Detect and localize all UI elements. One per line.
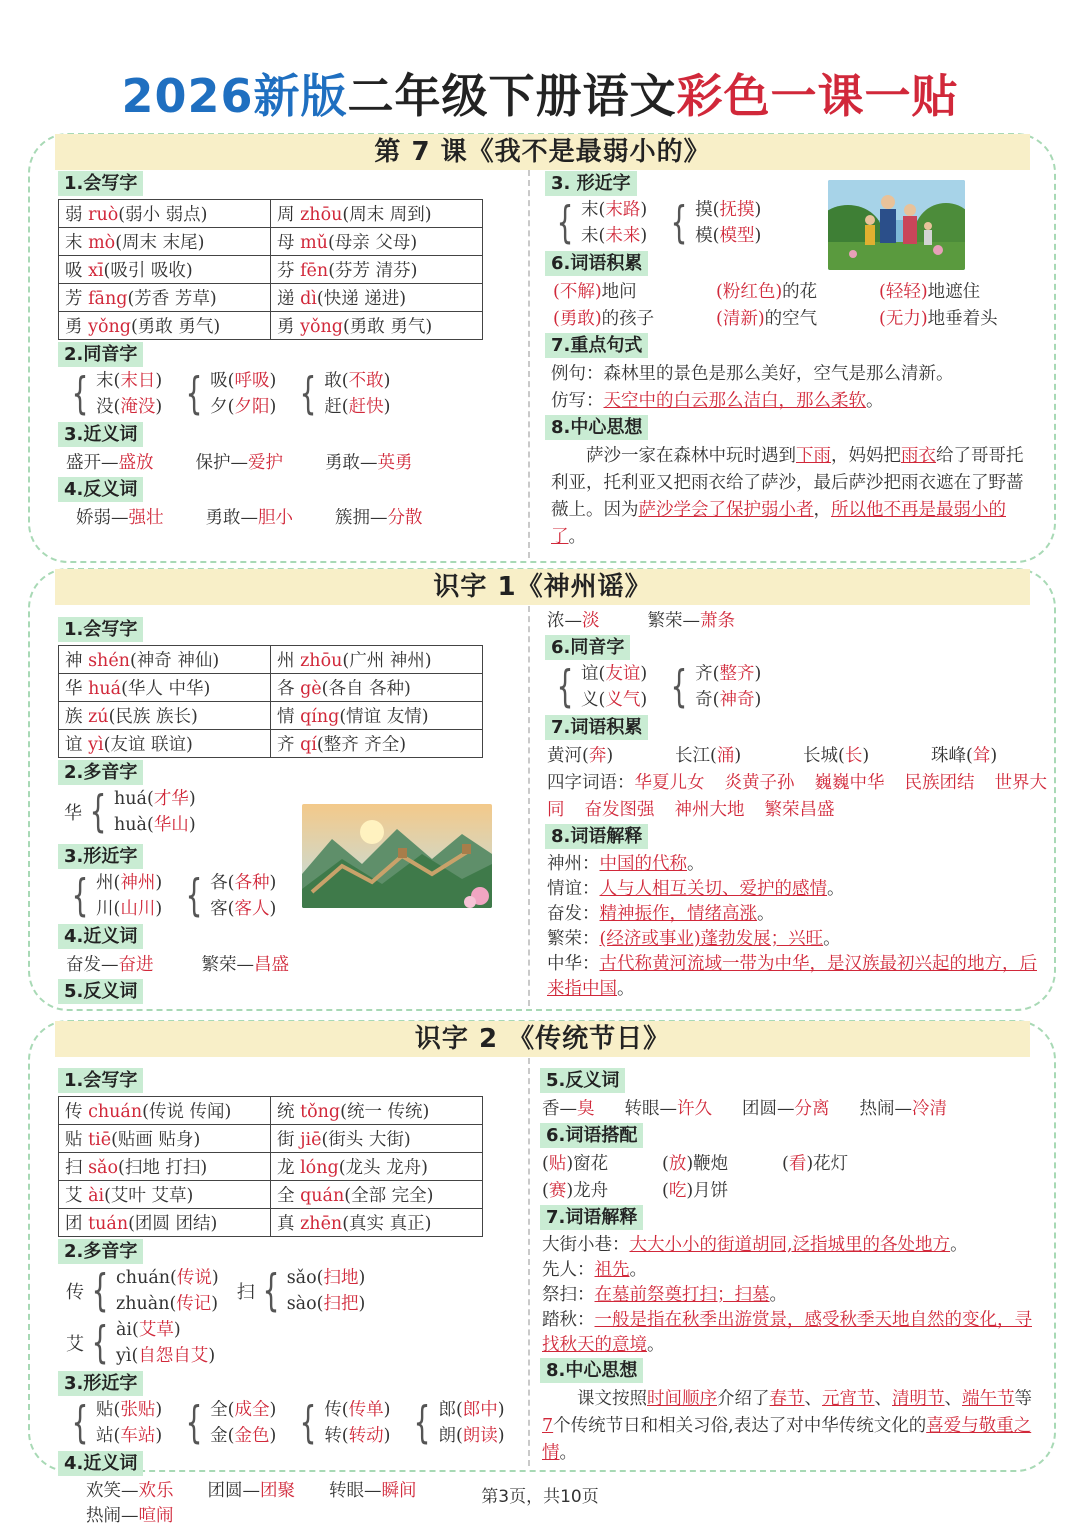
table-cell: 吸 xī(吸引 吸收) bbox=[59, 256, 271, 284]
table-cell: 周 zhōu(周末 周到) bbox=[271, 200, 483, 228]
section-label: 2.同音字 bbox=[58, 342, 143, 367]
brace-icon: { bbox=[89, 786, 107, 837]
word-collocation bbox=[540, 1151, 1020, 1205]
brace-icon: { bbox=[670, 661, 688, 712]
table-row bbox=[59, 702, 483, 730]
polyphone-group: 扫 { sǎo(扫地) sào(扫把) bbox=[236, 1265, 366, 1316]
collocation-item: (吃)月饼 bbox=[662, 1181, 729, 1201]
definition-item: 神州：中国的代称。 bbox=[547, 854, 705, 874]
section-label: 7.词语积累 bbox=[545, 715, 648, 740]
divider bbox=[528, 1058, 530, 1466]
table-cell: 团 tuán(团圆 团结) bbox=[59, 1209, 271, 1237]
antonym-row: 浓—淡 繁荣—萧条 bbox=[547, 611, 735, 631]
synonym-pair: 团圆—团聚 bbox=[207, 1481, 295, 1501]
lesson7-title-bar: 第 7 课《我不是最弱小的》 bbox=[55, 134, 1030, 170]
table-row bbox=[59, 200, 483, 228]
brace-group: { 贴(张贴) 站(车站) bbox=[71, 1397, 163, 1448]
table-cell: 递 dì(快递 递进) bbox=[271, 284, 483, 312]
section-label: 1.会写字 bbox=[58, 617, 143, 642]
brace-group: { 末(末日) 没(淹没) bbox=[71, 368, 163, 419]
shizi2-left bbox=[58, 1068, 523, 1527]
table-row bbox=[59, 674, 483, 702]
table-row bbox=[59, 312, 483, 340]
word-accumulation bbox=[545, 279, 1040, 333]
polyphone-groups bbox=[66, 1265, 523, 1369]
section-label: 2.多音字 bbox=[58, 760, 143, 785]
similar-char-groups bbox=[551, 197, 1040, 251]
central-idea: 萨沙一家在森林中玩时遇到下雨，妈妈把雨衣给了哥哥托利亚，托利亚又把雨衣给了萨沙，最后萨沙把雨衣遮在了野蔷薇上。因为萨沙学会了保护弱小者，所以他不再是最弱小的了。 bbox=[551, 446, 1024, 547]
shizi1-title-bar: 识字 1《神州谣》 bbox=[55, 569, 1030, 605]
section-label: 7.重点句式 bbox=[545, 333, 648, 358]
brace-icon: { bbox=[71, 870, 89, 921]
table-cell: 勇 yǒng(勇敢 勇气) bbox=[271, 312, 483, 340]
brace-icon: { bbox=[414, 1397, 431, 1448]
four-char-word: 世界大同 bbox=[547, 773, 1047, 820]
table-cell: 弱 ruò(弱小 弱点) bbox=[59, 200, 271, 228]
brace-group: { 传(传单) 转(转动) bbox=[299, 1397, 391, 1448]
definition-item: 奋发：精神振作，情绪高涨。 bbox=[547, 904, 775, 924]
four-char-word: 奋发图强 bbox=[584, 800, 655, 820]
table-cell: 芳 fāng(芳香 芳草) bbox=[59, 284, 271, 312]
example-sentence: 例句：森林里的景色是那么美好，空气是那么清新。 bbox=[551, 364, 954, 384]
synonym-pair: 欢笑—欢乐 bbox=[86, 1481, 174, 1501]
table-cell: 贴 tiē(贴画 贴身) bbox=[59, 1125, 271, 1153]
table-cell: 真 zhēn(真实 真正) bbox=[271, 1209, 483, 1237]
divider bbox=[528, 606, 530, 1006]
lesson7-right bbox=[545, 171, 1040, 551]
antonym-row: 娇弱—强壮 勇敢—胆小 簇拥—分散 bbox=[76, 508, 423, 528]
synonym-row: 盛开—盛放 保护—爱护 勇敢—英勇 bbox=[66, 453, 413, 473]
table-row bbox=[59, 284, 483, 312]
section-label: 4.反义词 bbox=[58, 477, 143, 502]
table-cell: 全 quán(全部 完全) bbox=[271, 1181, 483, 1209]
table-cell: 扫 sǎo(扫地 打扫) bbox=[59, 1153, 271, 1181]
four-char-word: 民族团结 bbox=[904, 773, 975, 793]
synonym-pair: 热闹—喧闹 bbox=[86, 1506, 174, 1526]
word-row: (不解)地问 (粉红色)的花 (轻轻)地遮住 bbox=[553, 282, 981, 302]
collocation-item: (贴)窗花 bbox=[542, 1154, 609, 1174]
word-accumulation: 黄河(奔) 长江(涌) 长城(长) 珠峰(耸) bbox=[547, 746, 998, 766]
synonym-pair: 转眼—瞬间 bbox=[329, 1481, 417, 1501]
brace-icon: { bbox=[71, 1397, 89, 1448]
table-cell: 谊 yì(友谊 联谊) bbox=[59, 730, 271, 758]
table-cell: 齐 qí(整齐 齐全) bbox=[271, 730, 483, 758]
definition-item: 繁荣：(经济或事业)蓬勃发展；兴旺。 bbox=[547, 929, 841, 949]
brace-group: { 郎(郎中) 朗(朗读) bbox=[414, 1397, 505, 1448]
table-cell: 芬 fēn(芬芳 清芬) bbox=[271, 256, 483, 284]
brace-group: { 谊(友谊) 义(义气) bbox=[556, 661, 648, 712]
brace-icon: { bbox=[185, 870, 203, 921]
table-cell: 龙 lóng(龙头 龙舟) bbox=[271, 1153, 483, 1181]
definition-item: 踏秋：一般是指在秋季出游赏景，感受秋季天地自然的变化，寻找秋天的意境。 bbox=[542, 1310, 1032, 1355]
brace-group: { 摸(抚摸) 模(模型) bbox=[670, 197, 762, 248]
section-label: 7.词语解释 bbox=[540, 1205, 643, 1230]
table-cell: 传 chuán(传说 传闻) bbox=[59, 1097, 271, 1125]
collocation-item: (赛)龙舟 bbox=[542, 1181, 609, 1201]
section-label: 1.会写字 bbox=[58, 1068, 143, 1093]
brace-icon: { bbox=[91, 1317, 109, 1368]
shizi2-right bbox=[540, 1068, 1045, 1467]
definition-item: 祭扫：在墓前祭奠打扫；扫墓。 bbox=[542, 1285, 787, 1305]
family-forest-illustration bbox=[828, 180, 965, 270]
table-row bbox=[59, 1209, 483, 1237]
brace-group: { 敢(不敢) 赶(赶快) bbox=[299, 368, 391, 419]
table-row bbox=[59, 228, 483, 256]
polyphone-group: 华 { huá(才华) huà(华山) bbox=[64, 786, 196, 837]
definition-item: 先人：祖先。 bbox=[542, 1260, 647, 1280]
brace-icon: { bbox=[556, 197, 574, 248]
definition-item: 大街小巷：大大小小的街道胡同,泛指城里的各处地方。 bbox=[542, 1235, 968, 1255]
antonym-row: 香—臭 转眼—许久 团圆—分离 热闹—冷清 bbox=[542, 1099, 947, 1119]
section-label: 4.近义词 bbox=[58, 924, 143, 949]
shizi1-right bbox=[545, 607, 1050, 1002]
section-label: 8.中心思想 bbox=[545, 415, 648, 440]
table-row bbox=[59, 1097, 483, 1125]
section-label: 4.近义词 bbox=[58, 1451, 143, 1476]
table-row bbox=[59, 646, 483, 674]
brace-group: { 州(神州) 川(山川) bbox=[71, 870, 163, 921]
similar-char-groups bbox=[66, 1397, 523, 1449]
section-label: 6.词语积累 bbox=[545, 251, 648, 276]
section-label: 8.中心思想 bbox=[540, 1358, 643, 1383]
table-row bbox=[59, 256, 483, 284]
shizi2-title-bar: 识字 2 《传统节日》 bbox=[55, 1021, 1030, 1057]
brace-group: { 吸(呼吸) 夕(夕阳) bbox=[185, 368, 277, 419]
section-label: 6.同音字 bbox=[545, 635, 630, 660]
lesson7-left bbox=[58, 171, 523, 532]
char-table bbox=[58, 1096, 483, 1237]
brace-icon: { bbox=[299, 1397, 317, 1448]
synonym-row: 奋发—奋进 繁荣—昌盛 bbox=[66, 955, 289, 975]
table-cell: 神 shén(神奇 神仙) bbox=[59, 646, 271, 674]
table-cell: 艾 ài(艾叶 艾草) bbox=[59, 1181, 271, 1209]
great-wall-illustration bbox=[302, 804, 492, 908]
section-label: 8.词语解释 bbox=[545, 824, 648, 849]
table-cell: 勇 yǒng(勇敢 勇气) bbox=[59, 312, 271, 340]
collocation-item: (看)花灯 bbox=[782, 1154, 849, 1174]
section-label: 3. 形近字 bbox=[545, 171, 637, 196]
section-label: 1.会写字 bbox=[58, 171, 143, 196]
table-row bbox=[59, 1153, 483, 1181]
section-label: 6.词语搭配 bbox=[540, 1123, 643, 1148]
homophone-groups bbox=[66, 368, 523, 420]
brace-icon: { bbox=[185, 1397, 203, 1448]
table-row bbox=[59, 1125, 483, 1153]
brace-icon: { bbox=[71, 368, 89, 419]
brace-icon: { bbox=[670, 197, 688, 248]
definition-item: 情谊：人与人相互关切、爱护的感情。 bbox=[547, 879, 845, 899]
brace-group: { 齐(整齐) 奇(神奇) bbox=[670, 661, 762, 712]
page-footer: 第3页，共10页 bbox=[481, 1487, 599, 1507]
section-label: 2.多音字 bbox=[58, 1239, 143, 1264]
homophone-groups bbox=[551, 661, 1050, 713]
char-table bbox=[58, 199, 483, 340]
table-cell: 末 mò(周末 末尾) bbox=[59, 228, 271, 256]
table-row bbox=[59, 730, 483, 758]
section-label: 5.反义词 bbox=[540, 1068, 625, 1093]
brace-icon: { bbox=[556, 661, 574, 712]
four-char-word: 炎黄子孙 bbox=[724, 773, 795, 793]
brace-icon: { bbox=[91, 1265, 109, 1316]
table-cell: 统 tǒng(统一 传统) bbox=[271, 1097, 483, 1125]
four-char-word: 繁荣昌盛 bbox=[764, 800, 835, 820]
brace-group: { 全(成全) 金(金色) bbox=[185, 1397, 277, 1448]
table-cell: 街 jiē(街头 大街) bbox=[271, 1125, 483, 1153]
brace-group: { 末(末路) 未(未来) bbox=[556, 197, 648, 248]
table-cell: 族 zú(民族 族长) bbox=[59, 702, 271, 730]
brace-icon: { bbox=[185, 368, 203, 419]
divider bbox=[528, 170, 530, 558]
table-cell: 华 huá(华人 中华) bbox=[59, 674, 271, 702]
section-label: 3.近义词 bbox=[58, 422, 143, 447]
polyphone-group: 艾 { ài(艾草) yì(自怨自艾) bbox=[66, 1317, 216, 1368]
table-row bbox=[59, 1181, 483, 1209]
section-label: 5.反义词 bbox=[58, 979, 143, 1004]
table-cell: 情 qíng(情谊 友情) bbox=[271, 702, 483, 730]
word-explanations bbox=[540, 1233, 1045, 1358]
imitation-sentence: 仿写：天空中的白云那么洁白，那么柔软。 bbox=[551, 391, 884, 411]
four-char-word: 神州大地 bbox=[674, 800, 745, 820]
brace-icon: { bbox=[262, 1265, 280, 1316]
word-explanations bbox=[545, 852, 1050, 1002]
central-idea: 课文按照时间顺序介绍了春节、元宵节、清明节、端午节等7个传统节日和相关习俗,表达了对中华传统文化的喜爱与敬重之情。 bbox=[542, 1389, 1032, 1463]
brace-icon: { bbox=[299, 368, 317, 419]
char-table bbox=[58, 645, 483, 758]
four-char-words: 四字词语：华夏儿女 炎黄子孙 巍巍中华 民族团结 世界大同 奋发图强 神州大地 繁荣昌盛 bbox=[547, 773, 1047, 820]
page-title: 2026新版二年级下册语文彩色一课一贴 bbox=[121, 69, 959, 123]
section-label: 3.形近字 bbox=[58, 844, 143, 869]
section-label: 3.形近字 bbox=[58, 1371, 143, 1396]
word-row: (勇敢)的孩子 (清新)的空气 (无力)地垂着头 bbox=[553, 309, 998, 329]
collocation-item: (放)鞭炮 bbox=[662, 1154, 729, 1174]
table-cell: 州 zhōu(广州 神州) bbox=[271, 646, 483, 674]
table-cell: 母 mǔ(母亲 父母) bbox=[271, 228, 483, 256]
four-char-word: 华夏儿女 bbox=[634, 773, 705, 793]
brace-group: { 各(各种) 客(客人) bbox=[185, 870, 277, 921]
polyphone-group: 传 { chuán(传说) zhuàn(传记) bbox=[66, 1265, 219, 1316]
definition-item: 中华：古代称黄河流域一带为中华，是汉族最初兴起的地方，后来指中国。 bbox=[547, 954, 1037, 999]
table-cell: 各 gè(各自 各种) bbox=[271, 674, 483, 702]
four-char-word: 巍巍中华 bbox=[814, 773, 885, 793]
